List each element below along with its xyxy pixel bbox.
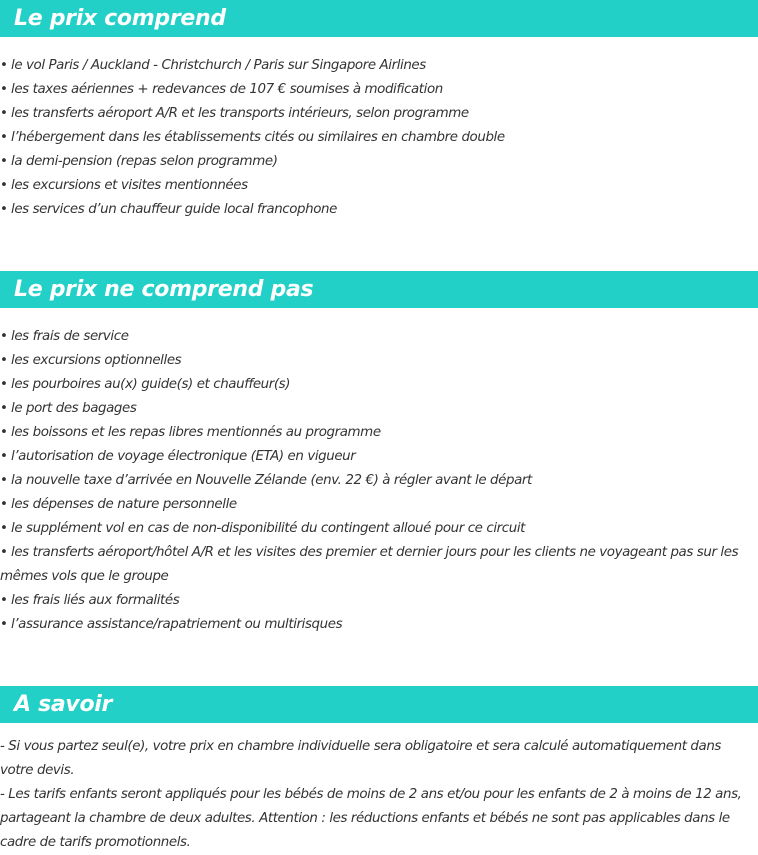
list-item: • les frais liés aux formalités — [0, 589, 758, 613]
list-item: • les transferts aéroport A/R et les transports intérieurs, selon programme — [0, 102, 758, 126]
list-item: • les excursions optionnelles — [0, 349, 758, 373]
bullet-icon: • — [0, 377, 8, 392]
bullet-icon: • — [0, 106, 8, 121]
list-item: • les excursions et visites mentionnées — [0, 174, 758, 198]
list-item: • les transferts aéroport/hôtel A/R et les visites des premier et dernier jours pour les clients ne voyageant pas sur les mêmes vols que le groupe — [0, 541, 740, 589]
bullet-icon: • — [0, 593, 8, 608]
bullet-icon: • — [0, 401, 8, 416]
includes-list — [0, 54, 758, 222]
list-item: • les services d’un chauffeur guide local francophone — [0, 198, 758, 222]
section-header-info — [0, 686, 758, 723]
bullet-icon: • — [0, 617, 8, 632]
list-item: • l’assurance assistance/rapatriement ou multirisques — [0, 613, 758, 637]
bullet-icon: • — [0, 353, 8, 368]
bullet-icon: • — [0, 82, 8, 97]
list-item: • les frais de service — [0, 325, 758, 349]
section-header-excludes — [0, 271, 758, 308]
bullet-icon: • — [0, 425, 8, 440]
section-title-includes: Le prix comprend — [14, 6, 226, 31]
list-item: • le supplément vol en cas de non-disponibilité du contingent alloué pour ce circuit — [0, 517, 758, 541]
bullet-icon: • — [0, 58, 8, 73]
list-item: • la nouvelle taxe d’arrivée en Nouvelle Zélande (env. 22 €) à régler avant le départ — [0, 469, 758, 493]
list-item: • les dépenses de nature personnelle — [0, 493, 758, 517]
excludes-list — [0, 325, 758, 637]
list-item: • les taxes aériennes + redevances de 107 € soumises à modification — [0, 78, 758, 102]
list-item: • la demi-pension (repas selon programme) — [0, 150, 758, 174]
list-item: • le port des bagages — [0, 397, 758, 421]
section-header-includes — [0, 0, 758, 37]
bullet-icon: • — [0, 130, 8, 145]
bullet-icon: • — [0, 473, 8, 488]
list-item: • l’autorisation de voyage électronique (ETA) en vigueur — [0, 445, 758, 469]
list-item: • les boissons et les repas libres mentionnés au programme — [0, 421, 758, 445]
bullet-icon: • — [0, 497, 8, 512]
bullet-icon: • — [0, 178, 8, 193]
info-paragraph-child-rates: - Les tarifs enfants seront appliqués pour les bébés de moins de 2 ans et/ou pour les enfants de 2 à moins de 12 ans, partageant la chambre de deux adultes. Attention : les réductions enfants et bébés ne sont pas applicables dans le cadre de tarifs promotionnels. — [0, 787, 742, 850]
info-paragraph-single-room: - Si vous partez seul(e), votre prix en chambre individuelle sera obligatoire et sera calculé automatiquement dans votre devis. — [0, 739, 721, 778]
list-item: • l’hébergement dans les établissements cités ou similaires en chambre double — [0, 126, 758, 150]
section-title-excludes: Le prix ne comprend pas — [14, 277, 314, 302]
bullet-icon: • — [0, 521, 8, 536]
bullet-icon: • — [0, 329, 8, 344]
bullet-icon: • — [0, 449, 8, 464]
bullet-icon: • — [0, 545, 8, 560]
section-title-info: A savoir — [14, 692, 113, 717]
bullet-icon: • — [0, 154, 8, 169]
list-item: • le vol Paris / Auckland - Christchurch / Paris sur Singapore Airlines — [0, 54, 758, 78]
list-item: • les pourboires au(x) guide(s) et chauffeur(s) — [0, 373, 758, 397]
bullet-icon: • — [0, 202, 8, 217]
